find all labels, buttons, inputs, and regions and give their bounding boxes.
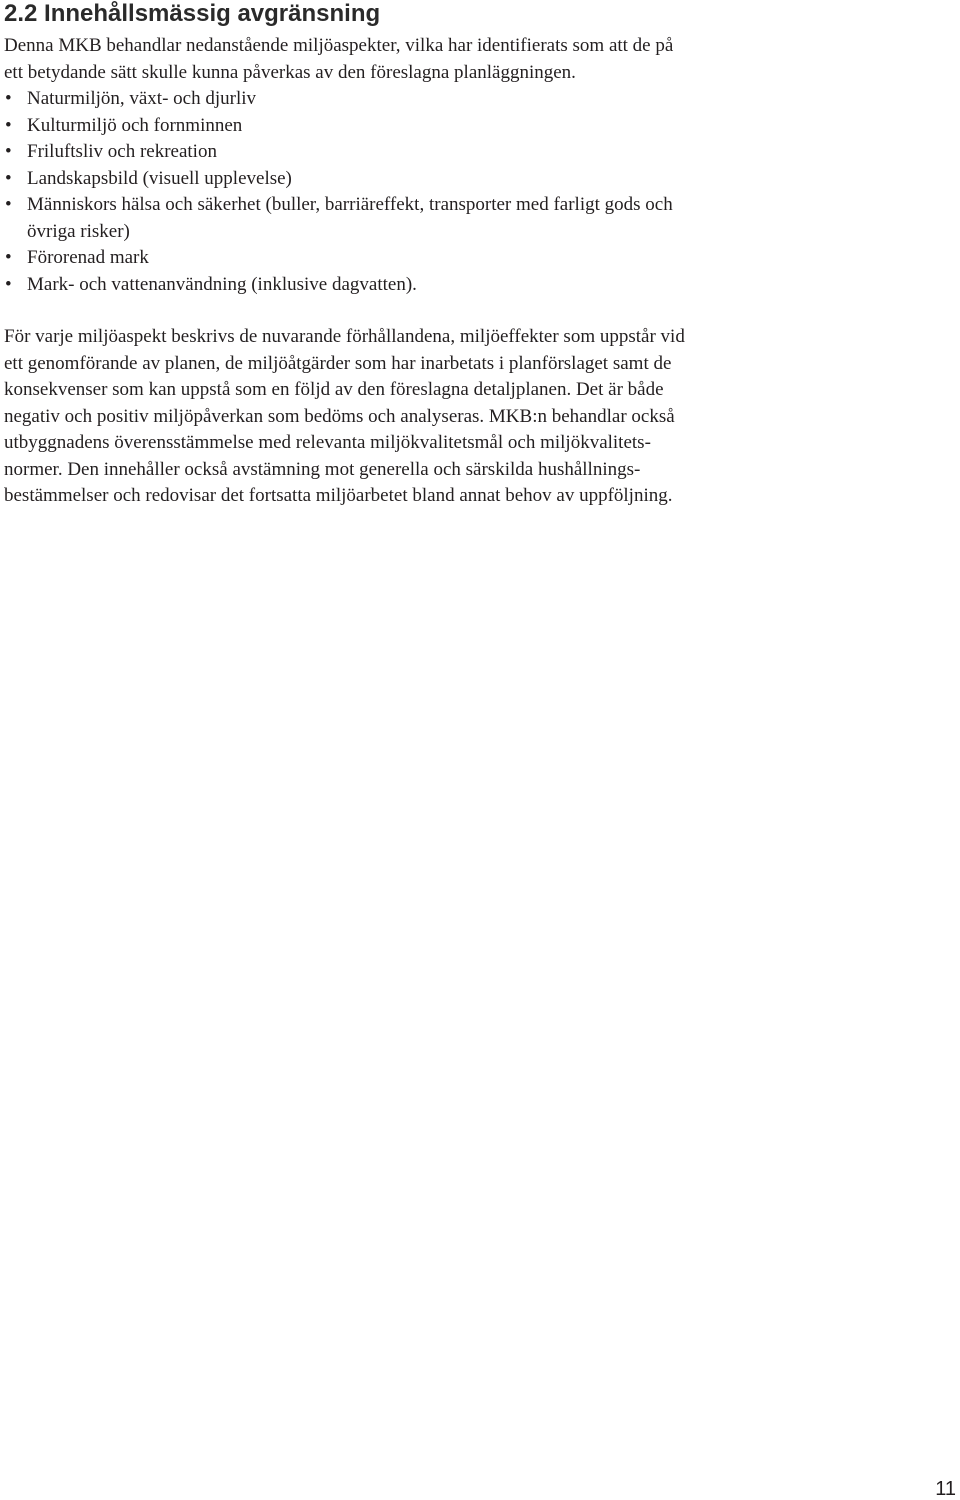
paragraph-line: ett genomförande av planen, de miljöåtgärder som har inarbetats i planförslaget samt de — [4, 352, 672, 374]
intro-paragraph — [4, 33, 904, 86]
list-item — [4, 139, 904, 166]
list-item-text: Människors hälsa och säkerhet (buller, barriäreffekt, transporter med farligt gods och — [27, 194, 673, 215]
list-item-text: Förorenad mark — [27, 247, 149, 268]
list-item — [4, 113, 904, 140]
bullet-icon: • — [5, 141, 12, 162]
list-item — [4, 245, 904, 272]
intro-line: ett betydande sätt skulle kunna påverkas av den föreslagna planläggningen. — [4, 61, 576, 83]
list-item-text: Naturmiljön, växt- och djurliv — [27, 88, 257, 109]
list-item-text: Kulturmiljö och fornminnen — [27, 114, 243, 136]
page-number: 11 — [935, 1478, 956, 1500]
body-paragraph — [4, 324, 924, 510]
aspect-list — [4, 86, 904, 298]
list-item — [4, 86, 904, 113]
list-item-text: Landskapsbild (visuell upplevelse) — [27, 167, 292, 189]
paragraph-line: bestämmelser och redovisar det fortsatta miljöarbetet bland annat behov av uppföljning. — [4, 485, 673, 506]
list-item-text: Mark- och vattenanvändning (inklusive dagvatten). — [27, 273, 417, 295]
list-item-text: övriga risker) — [27, 220, 130, 242]
paragraph-line: negativ och positiv miljöpåverkan som bedöms och analyseras. MKB:n behandlar också — [4, 405, 675, 427]
bullet-icon: • — [5, 114, 12, 136]
list-item — [4, 192, 904, 245]
intro-line: Denna MKB behandlar nedanstående miljöaspekter, vilka har identifierats som att de på — [4, 35, 674, 56]
bullet-icon: • — [5, 247, 12, 268]
bullet-icon: • — [5, 194, 12, 215]
paragraph-line: utbyggnadens överensstämmelse med relevanta miljökvalitetsmål och miljökvalitets- — [4, 432, 651, 453]
bullet-icon: • — [5, 167, 12, 189]
bullet-icon: • — [5, 273, 12, 295]
list-item — [4, 272, 904, 299]
list-item-text: Friluftsliv och rekreation — [27, 141, 217, 162]
paragraph-line: konsekvenser som kan uppstå som en följd av den föreslagna detaljplanen. Det är både — [4, 379, 664, 400]
bullet-icon: • — [5, 88, 12, 109]
section-heading: 2.2 Innehållsmässig avgränsning — [4, 0, 381, 27]
paragraph-line: normer. Den innehåller också avstämning mot generella och särskilda hushållnings- — [4, 458, 641, 480]
list-item — [4, 166, 904, 193]
paragraph-line: För varje miljöaspekt beskrivs de nuvarande förhållandena, miljöeffekter som uppstår vid — [4, 326, 685, 347]
